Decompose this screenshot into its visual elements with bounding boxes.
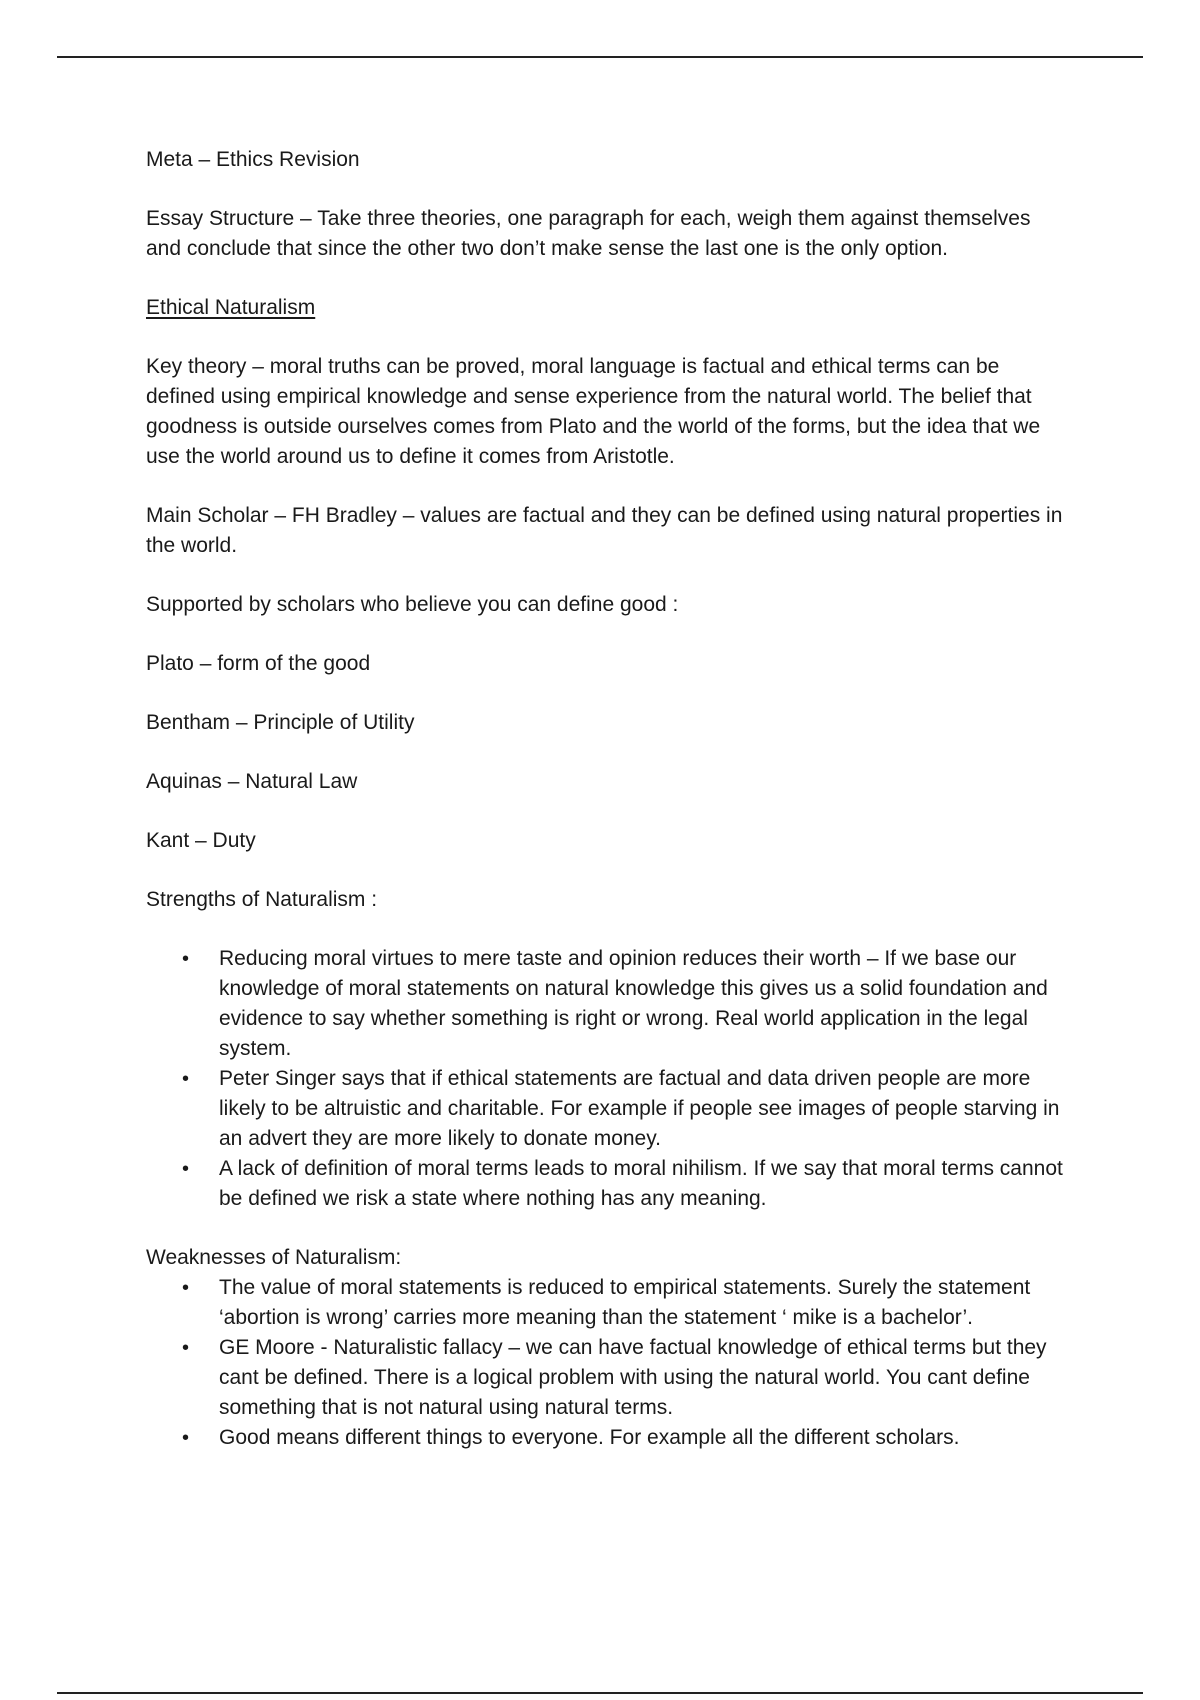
weaknesses-list <box>146 1273 1066 1453</box>
strength-item <box>146 1064 1066 1154</box>
key-theory-paragraph: Key theory – moral truths can be proved, moral language is factual and ethical terms can be defined using empirical knowledge and sense experience from the natural world. The belief that goodness is outside ourselves comes from Plato and the world of the forms, but the idea that we use the world around us to define it comes from Aristotle. <box>146 355 1041 468</box>
strengths-list <box>146 944 1066 1214</box>
weakness-item <box>146 1333 1066 1423</box>
document-body <box>146 145 1066 1482</box>
strength-text: Peter Singer says that if ethical statements are factual and data driven people are more likely to be altruistic and charitable. For example if people see images of people starving in an advert they are more likely to donate money. <box>219 1067 1060 1150</box>
strength-text: A lack of definition of moral terms leads to moral nihilism. If we say that moral terms cannot be defined we risk a state where nothing has any meaning. <box>219 1157 1063 1210</box>
top-rule <box>57 56 1143 58</box>
main-scholar-paragraph: Main Scholar – FH Bradley – values are factual and they can be defined using natural properties in the world. <box>146 504 1063 557</box>
scholar-item: Plato – form of the good <box>146 652 371 675</box>
scholar-item: Aquinas – Natural Law <box>146 770 358 793</box>
bullet-icon: • <box>182 1068 190 1090</box>
bullet-icon: • <box>182 1427 190 1449</box>
strength-item <box>146 944 1066 1064</box>
bottom-rule <box>57 1692 1143 1694</box>
section-heading-text: Ethical Naturalism <box>146 296 316 319</box>
bullet-icon: • <box>182 948 190 970</box>
weakness-text: The value of moral statements is reduced to empirical statements. Surely the statement ‘abortion is wrong’ carries more meaning than the statement ‘ mike is a bachelor’. <box>219 1276 1031 1329</box>
weakness-item <box>146 1423 1066 1453</box>
strengths-heading: Strengths of Naturalism : <box>146 888 378 911</box>
strength-item <box>146 1154 1066 1214</box>
weakness-text: GE Moore - Naturalistic fallacy – we can have factual knowledge of ethical terms but they cant be defined. There is a logical problem with using the natural world. You cant define something that is not natural using natural terms. <box>219 1336 1047 1419</box>
essay-structure-paragraph: Essay Structure – Take three theories, one paragraph for each, weigh them against themselves and conclude that since the other two don’t make sense the last one is the only option. <box>146 207 1031 260</box>
bullet-icon: • <box>182 1277 190 1299</box>
strength-text: Reducing moral virtues to mere taste and opinion reduces their worth – If we base our knowledge of moral statements on natural knowledge this gives us a solid foundation and evidence to say whether something is right or wrong. Real world application in the legal system. <box>219 947 1048 1060</box>
weakness-text: Good means different things to everyone. For example all the different scholars. <box>219 1426 960 1449</box>
scholar-item: Bentham – Principle of Utility <box>146 711 415 734</box>
weaknesses-heading: Weaknesses of Naturalism: <box>146 1246 402 1269</box>
document-title: Meta – Ethics Revision <box>146 148 360 171</box>
section-heading <box>146 293 1066 323</box>
supported-by-paragraph: Supported by scholars who believe you can define good : <box>146 593 679 616</box>
scholar-item: Kant – Duty <box>146 829 256 852</box>
bullet-icon: • <box>182 1158 190 1180</box>
bullet-icon: • <box>182 1337 190 1359</box>
weakness-item <box>146 1273 1066 1333</box>
